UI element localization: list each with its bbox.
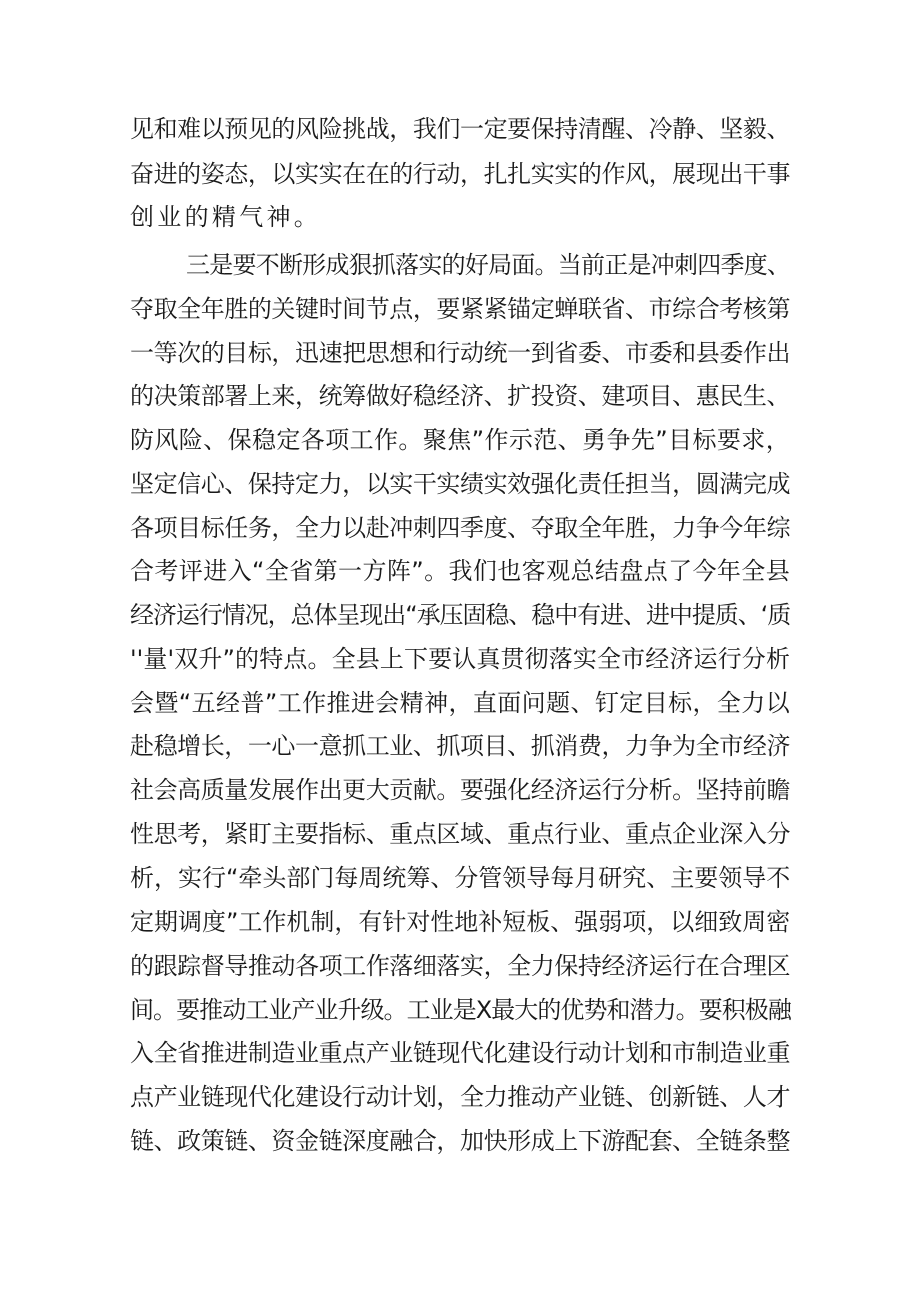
text-line: 三是要不断形成狠抓落实的好局面。当前正是冲刺四季度、 [186, 251, 790, 279]
text-line: 赴稳增长，一心一意抓工业、抓项目、抓消费，力争为全市经济 [130, 732, 790, 760]
text-line: 链、政策链、资金链深度融合，加快形成上下游配套、全链条整 [130, 1127, 790, 1155]
text-line: 入全省推进制造业重点产业链现代化建设行动计划和市制造业重 [130, 1039, 790, 1067]
text-line: 的决策部署上来，统筹做好稳经济、扩投资、建项目、惠民生、 [130, 382, 790, 410]
text-line: 会暨“五经普”工作推进会精神，直面问题、钉定目标，全力以 [130, 689, 790, 717]
text-line: 社会高质量发展作出更大贡献。要强化经济运行分析。坚持前瞻 [130, 776, 790, 804]
text-line: 间。要推动工业产业升级。工业是X最大的优势和潜力。要积极融 [130, 996, 791, 1024]
text-line: 一等次的目标，迅速把思想和行动统一到省委、市委和县委作出 [130, 339, 790, 367]
text-line: 经济运行情况，总体呈现出“承压固稳、稳中有进、进中提质、‘质 [130, 601, 790, 629]
text-line: 的跟踪督导推动各项工作落细落实，全力保持经济运行在合理区 [130, 952, 790, 980]
text-line: 夺取全年胜的关键时间节点，要紧紧锚定蝉联省、市综合考核第 [130, 295, 790, 323]
text-line: 防风险、保稳定各项工作。聚焦”作示范、勇争先”目标要求， [130, 426, 790, 454]
text-line: 各项目标任务，全力以赴冲刺四季度、夺取全年胜，力争今年综 [130, 514, 790, 542]
text-line: 合考评进入“全省第一方阵”。我们也客观总结盘点了今年全县 [130, 557, 790, 585]
text-line: ''量'双升”的特点。全县上下要认真贯彻落实全市经济运行分析 [130, 645, 790, 673]
text-line: 见和难以预见的风险挑战，我们一定要保持清醒、冷静、坚毅、 [130, 115, 790, 143]
text-line: 奋进的姿态，以实实在在的行动，扎扎实实的作风，展现出干事 [130, 160, 790, 188]
text-line: 定期调度”工作机制，有针对性地补短板、强弱项，以细致周密 [130, 908, 790, 936]
text-line: 坚定信心、保持定力，以实干实绩实效强化责任担当，圆满完成 [130, 470, 790, 498]
text-line: 析，实行“牵头部门每周统筹、分管领导每月研究、主要领导不 [130, 864, 790, 892]
text-line: 创业的精气神。 [130, 203, 322, 231]
text-line: 点产业链现代化建设行动计划，全力推动产业链、创新链、人才 [130, 1083, 790, 1111]
text-line: 性思考，紧盯主要指标、重点区域、重点行业、重点企业深入分 [130, 820, 790, 848]
